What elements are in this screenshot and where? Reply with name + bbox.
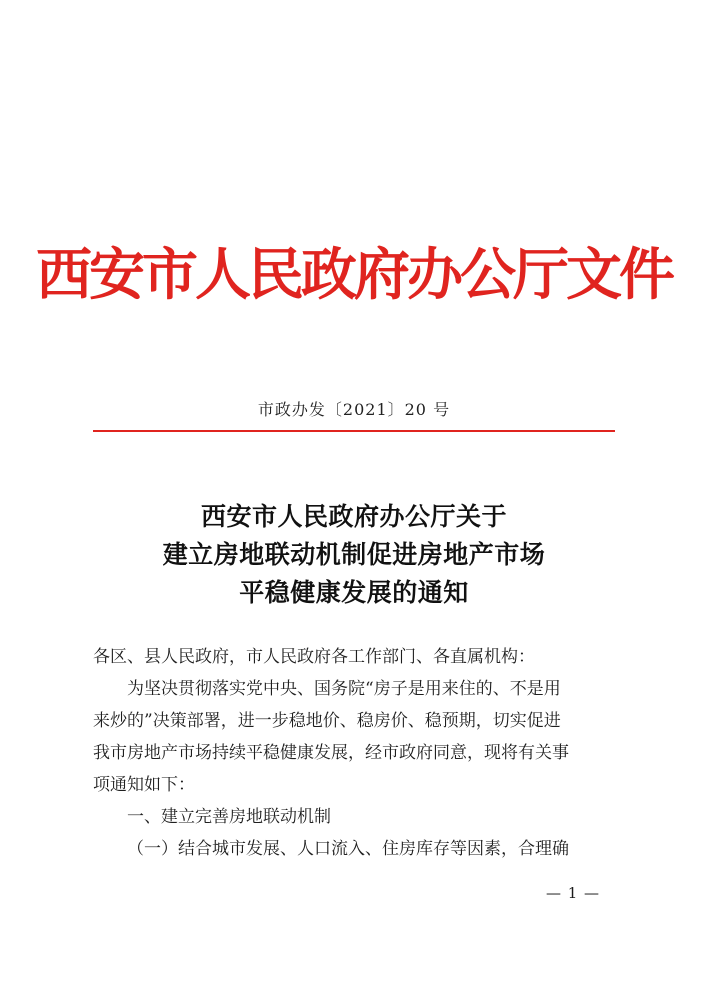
notice-title-line: 建立房地联动机制促进房地产市场 (162, 540, 546, 569)
paragraph-line: 项通知如下： (93, 775, 195, 795)
notice-title (0, 498, 708, 612)
red-separator-line (93, 430, 615, 432)
paragraph-line: 来炒的”决策部署，进一步稳地价、稳房价、稳预期，切实促进 (93, 711, 561, 731)
subsection-line: （一）结合城市发展、人口流入、住房库存等因素，合理确 (127, 839, 569, 859)
notice-title-line: 平稳健康发展的通知 (239, 578, 469, 607)
notice-body (93, 641, 615, 865)
paragraph-line: 我市房地产市场持续平稳健康发展，经市政府同意，现将有关事 (93, 743, 569, 763)
page-number: — 1 — (545, 884, 601, 902)
document-header-title: 西安市人民政府办公厅文件 (36, 242, 672, 308)
paragraph-line: 为坚决贯彻落实党中央、国务院“房子是用来住的、不是用 (127, 679, 561, 699)
recipients-line: 各区、县人民政府，市人民政府各工作部门、各直属机构： (93, 647, 535, 667)
notice-title-line: 西安市人民政府办公厅关于 (200, 502, 507, 531)
section-heading: 一、建立完善房地联动机制 (127, 807, 331, 827)
document-number: 市政办发〔2021〕20 号 (257, 400, 451, 419)
